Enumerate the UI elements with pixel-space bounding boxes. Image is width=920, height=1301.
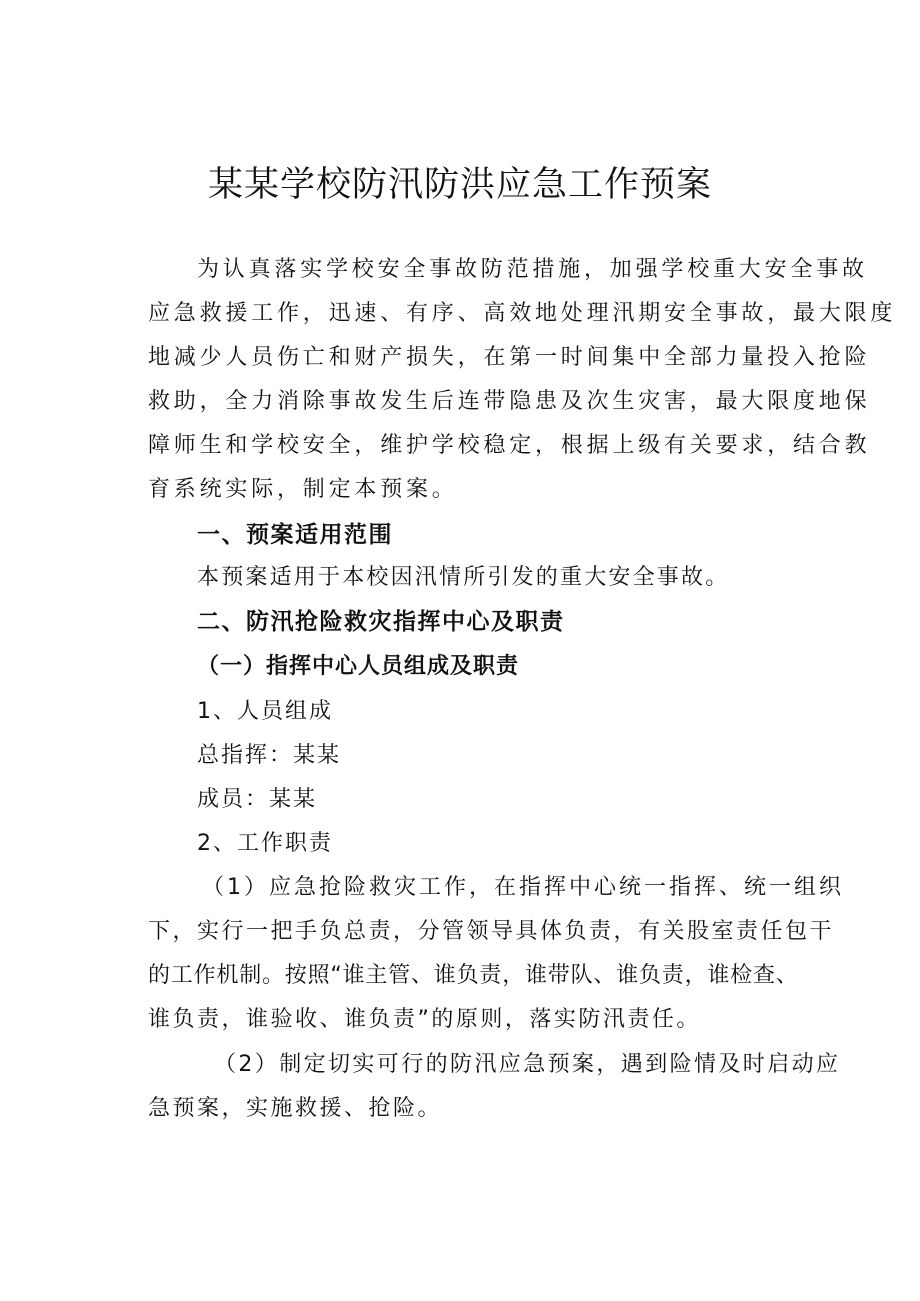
section-1-heading: 一、预案适用范围 <box>197 522 393 548</box>
duty-2-line-1: （2）制定切实可行的防汛应急预案，遇到险情及时启动应 <box>214 1052 841 1077</box>
intro-line-2: 应急救援工作，迅速、有序、高效地处理汛期安全事故，最大限度 <box>148 301 897 326</box>
subsection-1-heading: （一）指挥中心人员组成及职责 <box>197 654 520 679</box>
duty-1-line-3: 的工作机制。按照“谁主管、谁负责，谁带队、谁负责，谁检查、 <box>148 963 799 988</box>
item-2-label: 2、工作职责 <box>197 831 333 856</box>
item-1-label: 1、人员组成 <box>197 699 333 724</box>
commander-line: 总指挥：某某 <box>197 743 342 768</box>
intro-line-1: 为认真落实学校安全事故防范措施，加强学校重大安全事故 <box>197 257 868 282</box>
intro-line-4: 救助，全力消除事故发生后连带隐患及次生灾害，最大限度地保 <box>148 389 871 414</box>
members-line: 成员：某某 <box>197 787 318 812</box>
intro-line-3: 地减少人员伤亡和财产损失，在第一时间集中全部力量投入抢险 <box>148 345 871 370</box>
duty-2-line-2: 急预案，实施救援、抢险。 <box>148 1096 443 1121</box>
intro-line-6: 育系统实际，制定本预案。 <box>148 477 458 502</box>
section-1-text: 本预案适用于本校因汛情所引发的重大安全事故。 <box>197 565 730 590</box>
duty-1-line-2: 下，实行一把手负总责，分管领导具体负责，有关股室责任包干 <box>148 919 835 944</box>
duty-1-line-1: （1）应急抢险救灾工作，在指挥中心统一指挥、统一组织 <box>202 875 844 900</box>
document-title: 某某学校防汛防洪应急工作预案 <box>207 165 712 205</box>
intro-line-5: 障师生和学校安全，维护学校稳定，根据上级有关要求，结合教 <box>148 433 871 458</box>
duty-1-line-4: 谁负责，谁验收、谁负责”的原则，落实防汛责任。 <box>148 1007 701 1032</box>
section-2-heading: 二、防汛抢险救灾指挥中心及职责 <box>197 609 565 635</box>
